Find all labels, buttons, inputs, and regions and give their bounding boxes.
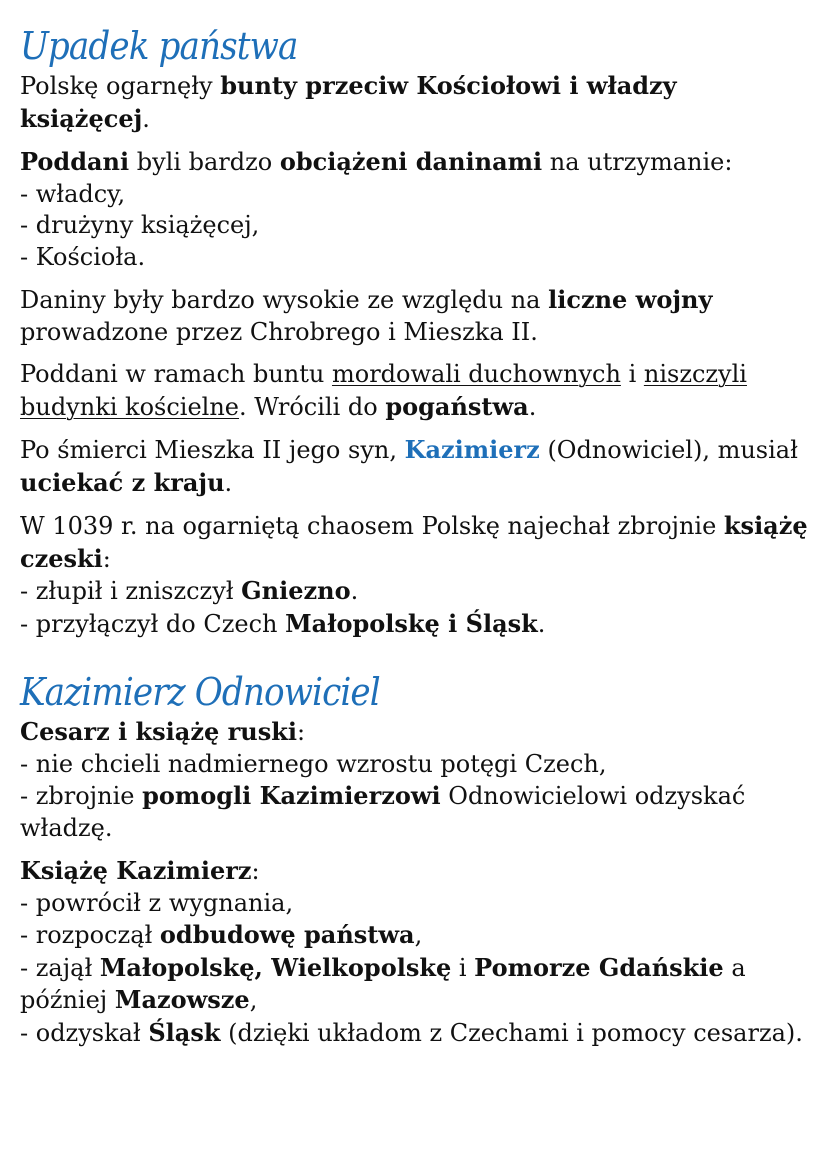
list-item-text: - rozpoczął [20, 921, 160, 949]
text: . [537, 609, 546, 638]
text: i [451, 953, 475, 982]
paragraph-cesarz [20, 716, 812, 844]
paragraph-daniny [20, 284, 812, 348]
paragraph-ksiaze-kazimierz [20, 855, 812, 1049]
text: . [224, 468, 233, 497]
paragraph-poddani [20, 146, 812, 273]
bold-text: pogaństwa [385, 391, 529, 421]
list-item: - powrócił z wygnania, [20, 888, 294, 917]
bold-text: bunty przeciw Kościołowi i władzy książęcej [20, 71, 677, 133]
list-item-text: - zbrojnie [20, 782, 143, 810]
text: : [102, 544, 111, 573]
text: Daniny były bardzo wysokie ze względu na [20, 286, 549, 314]
text: byli bardzo [129, 148, 280, 176]
bold-text: książę czeski [20, 511, 808, 573]
text: Po śmierci Mieszka II jego syn, [20, 436, 405, 464]
list-item: - Kościoła. [20, 242, 146, 271]
text: i [620, 360, 644, 388]
underlined-text: mordowali duchownych [331, 360, 621, 388]
bold-text: Małopolskę i Śląsk [285, 608, 538, 638]
text: Poddani w ramach buntu [20, 360, 332, 388]
text: : [251, 857, 260, 885]
list-item: - nie chcieli nadmiernego wzrostu potęgi Czech, [20, 749, 607, 778]
highlighted-name: Kazimierz [404, 435, 540, 464]
paragraph-bunty [20, 70, 812, 135]
text: : [296, 718, 306, 746]
section-title-kazimierz: Kazimierz Odnowiciel [20, 670, 380, 714]
list-item-text: - złupił i zniszczył [20, 577, 242, 605]
text: na utrzymanie: [542, 148, 733, 176]
list-item: - władcy, [20, 179, 126, 208]
text: . Wrócili do [239, 392, 386, 421]
bold-text: Małopolskę, Wielkopolskę [99, 952, 452, 982]
bold-text: odbudowę państwa [159, 920, 415, 949]
text: Odnowicielowi odzyskać władzę. [20, 782, 746, 842]
list-item-text: - odzyskał [20, 1018, 149, 1047]
text: W 1039 r. na ogarniętą chaosem Polskę najechał zbrojnie [20, 512, 724, 540]
text: . [528, 392, 537, 421]
document-page [20, 22, 812, 1049]
bold-text: Mazowsze [114, 985, 250, 1014]
bold-text: Śląsk [148, 1017, 221, 1047]
bold-text: Cesarz i książę ruski [20, 717, 297, 746]
bold-text: Gniezno [241, 576, 351, 605]
bold-text: Książę Kazimierz [20, 856, 252, 885]
bold-text: liczne wojny [548, 285, 713, 314]
text: . [350, 577, 359, 605]
list-item-text: - przyłączył do Czech [20, 609, 286, 638]
list-item: - drużyny książęcej, [20, 211, 260, 239]
list-item-text: - zajął [20, 953, 100, 982]
bold-text: pomogli Kazimierzowi [142, 781, 441, 810]
paragraph-kazimierz-ucieczka [20, 434, 812, 499]
underlined-text: niszczyli budynki kościelne [20, 360, 747, 421]
text: prowadzone przez Chrobrego i Mieszka II. [20, 317, 538, 346]
bold-text: Poddani [20, 147, 130, 176]
paragraph-bunt [20, 359, 812, 423]
section-title-upadek: Upadek państwa [20, 24, 298, 68]
text: (Odnowiciel), musiał [539, 436, 798, 464]
bold-text: uciekać z kraju [20, 467, 225, 497]
text: . [142, 104, 150, 133]
text: Polskę ogarnęły [20, 72, 221, 100]
text: a później [20, 953, 746, 1014]
text: , [414, 921, 423, 949]
paragraph-najazd-1039 [20, 510, 812, 640]
bold-text: obciążeni daninami [279, 147, 543, 176]
bold-text: Pomorze Gdańskie [474, 952, 724, 982]
text: (dzięki układom z Czechami i pomocy cesarza). [220, 1018, 803, 1047]
text: , [249, 986, 258, 1014]
